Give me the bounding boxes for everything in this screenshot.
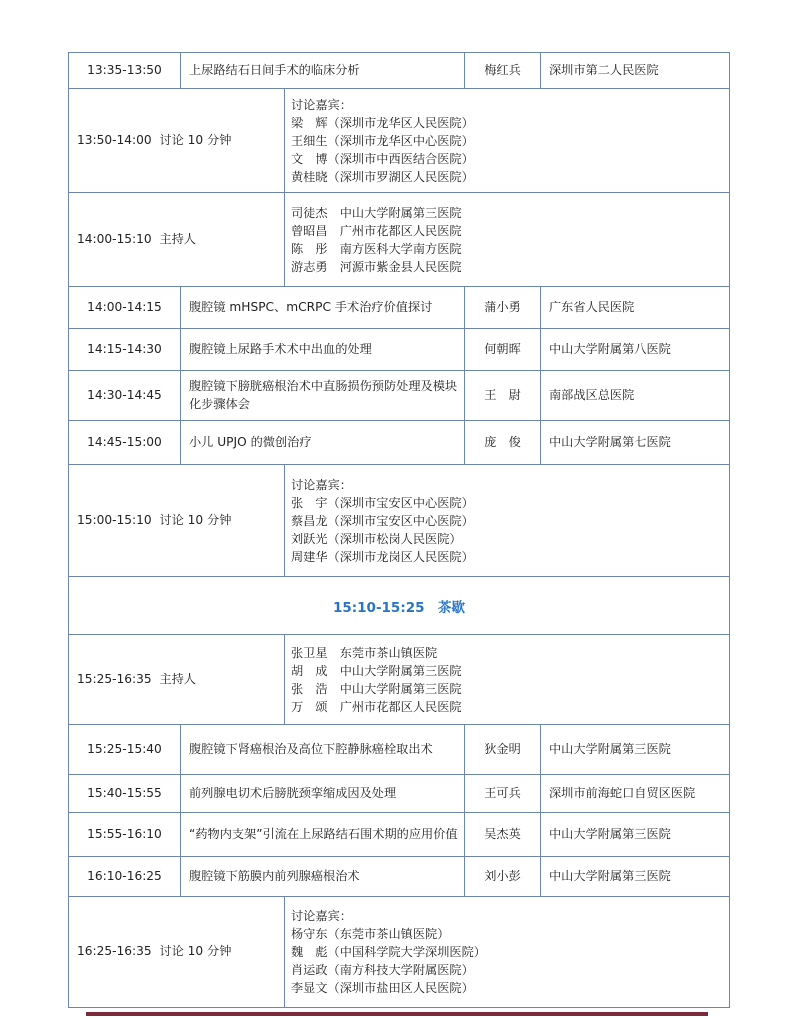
speaker-cell: 王 尉	[465, 371, 541, 420]
speaker-cell: 吴杰英	[465, 813, 541, 856]
person-line: 游志勇 河源市紫金县人民医院	[291, 259, 462, 274]
topic-cell: 腹腔镜 mHSPC、mCRPC 手术治疗价值探讨	[181, 287, 465, 328]
table-row	[69, 421, 729, 465]
hospital-cell: 中山大学附属第三医院	[549, 826, 671, 841]
person-line: 张 浩 中山大学附属第三医院	[291, 681, 462, 696]
person-line: 讨论嘉宾：	[291, 97, 352, 112]
topic-cell: 腹腔镜下膀胱癌根治术中直肠损伤预防处理及模块化步骤体会	[181, 371, 465, 420]
speaker-cell: 庞 俊	[465, 421, 541, 464]
table-row	[69, 635, 729, 725]
person-line: 杨守东（东莞市茶山镇医院）	[291, 927, 450, 941]
topic-cell: 小儿 UPJO 的微创治疗	[181, 421, 465, 464]
speaker-cell: 王可兵	[465, 775, 541, 812]
hospital-cell: 深圳市前海蛇口自贸区医院	[549, 785, 696, 800]
time-cell: 16:10-16:25	[69, 857, 181, 896]
time-cell: 13:35-13:50	[69, 53, 181, 88]
table-row	[69, 465, 729, 577]
table-row	[69, 89, 729, 193]
people-list-cell	[285, 635, 729, 724]
speaker-cell: 梅红兵	[465, 53, 541, 88]
hospital-cell: 南部战区总医院	[549, 387, 635, 402]
time-cell: 14:15-14:30	[69, 329, 181, 370]
person-line: 王细生（深圳市龙华区中心医院）	[291, 133, 474, 148]
person-line: 周建华（深圳市龙岗区人民医院）	[291, 549, 474, 564]
tea-break-label: 15:10-15:25 茶歇	[332, 599, 466, 616]
time-cell: 15:40-15:55	[69, 775, 181, 812]
person-line: 司徒杰 中山大学附属第三医院	[291, 205, 462, 220]
table-row	[69, 775, 729, 813]
person-line: 陈 彤 南方医科大学南方医院	[291, 241, 462, 256]
session-label-cell: 15:00-15:10 讨论 10 分钟	[69, 465, 285, 576]
person-line: 李显文（深圳市盐田区人民医院）	[291, 981, 474, 995]
hospital-cell: 深圳市第二人民医院	[549, 62, 659, 77]
table-row	[69, 897, 729, 1007]
session-label-cell: 14:00-15:10 主持人	[69, 193, 285, 286]
person-line: 梁 辉（深圳市龙华区人民医院）	[291, 115, 474, 130]
time-cell: 14:30-14:45	[69, 371, 181, 420]
hospital-cell: 中山大学附属第三医院	[549, 741, 671, 756]
person-line: 刘跃光（深圳市松岗人民医院）	[291, 531, 462, 546]
people-list-cell	[285, 193, 729, 286]
person-line: 魏 彪（中国科学院大学深圳医院）	[291, 945, 486, 959]
people-list-cell	[285, 897, 729, 1007]
person-line: 肖运政（南方科技大学附属医院）	[291, 963, 474, 977]
people-list-cell	[285, 465, 729, 576]
hospital-cell: 中山大学附属第三医院	[549, 868, 671, 883]
time-cell: 14:45-15:00	[69, 421, 181, 464]
session-label-cell: 15:25-16:35 主持人	[69, 635, 285, 724]
table-row	[69, 371, 729, 421]
page-bottom-rule	[86, 1012, 708, 1016]
table-row	[69, 287, 729, 329]
person-line: 张卫星 东莞市茶山镇医院	[291, 645, 438, 660]
speaker-cell: 狄金明	[465, 725, 541, 774]
person-line: 文 博（深圳市中西医结合医院）	[291, 151, 474, 166]
time-cell: 14:00-14:15	[69, 287, 181, 328]
topic-cell: 腹腔镜下筋膜内前列腺癌根治术	[181, 857, 465, 896]
time-cell: 15:25-15:40	[69, 725, 181, 774]
session-label-cell: 13:50-14:00 讨论 10 分钟	[69, 89, 285, 192]
person-line: 蔡昌龙（深圳市宝安区中心医院）	[291, 513, 474, 528]
topic-cell: 上尿路结石日间手术的临床分析	[181, 53, 465, 88]
table-row	[69, 53, 729, 89]
people-list-cell	[285, 89, 729, 192]
person-line: 讨论嘉宾：	[291, 477, 352, 492]
speaker-cell: 刘小彭	[465, 857, 541, 896]
hospital-cell: 中山大学附属第七医院	[549, 434, 671, 449]
session-label-cell: 16:25-16:35 讨论 10 分钟	[69, 897, 285, 1007]
hospital-cell: 广东省人民医院	[549, 299, 635, 314]
person-line: 张 宇（深圳市宝安区中心医院）	[291, 495, 474, 510]
table-row	[69, 725, 729, 775]
topic-cell: “药物内支架”引流在上尿路结石围术期的应用价值	[181, 813, 465, 856]
person-line: 万 颂 广州市花都区人民医院	[291, 699, 462, 714]
table-row	[69, 329, 729, 371]
time-cell: 15:55-16:10	[69, 813, 181, 856]
person-line: 曾昭昌 广州市花都区人民医院	[291, 223, 462, 238]
person-line: 讨论嘉宾：	[291, 909, 352, 923]
table-row	[69, 193, 729, 287]
table-row	[69, 813, 729, 857]
person-line: 黄桂晓（深圳市罗湖区人民医院）	[291, 169, 474, 184]
topic-cell: 腹腔镜上尿路手术术中出血的处理	[181, 329, 465, 370]
table-row	[69, 577, 729, 635]
schedule-table	[68, 52, 730, 1008]
hospital-cell: 中山大学附属第八医院	[549, 341, 671, 356]
topic-cell: 前列腺电切术后膀胱颈挛缩成因及处理	[181, 775, 465, 812]
speaker-cell: 何朝晖	[465, 329, 541, 370]
person-line: 胡 成 中山大学附属第三医院	[291, 663, 462, 678]
table-row	[69, 857, 729, 897]
topic-cell: 腹腔镜下肾癌根治及高位下腔静脉癌栓取出术	[181, 725, 465, 774]
speaker-cell: 蒲小勇	[465, 287, 541, 328]
